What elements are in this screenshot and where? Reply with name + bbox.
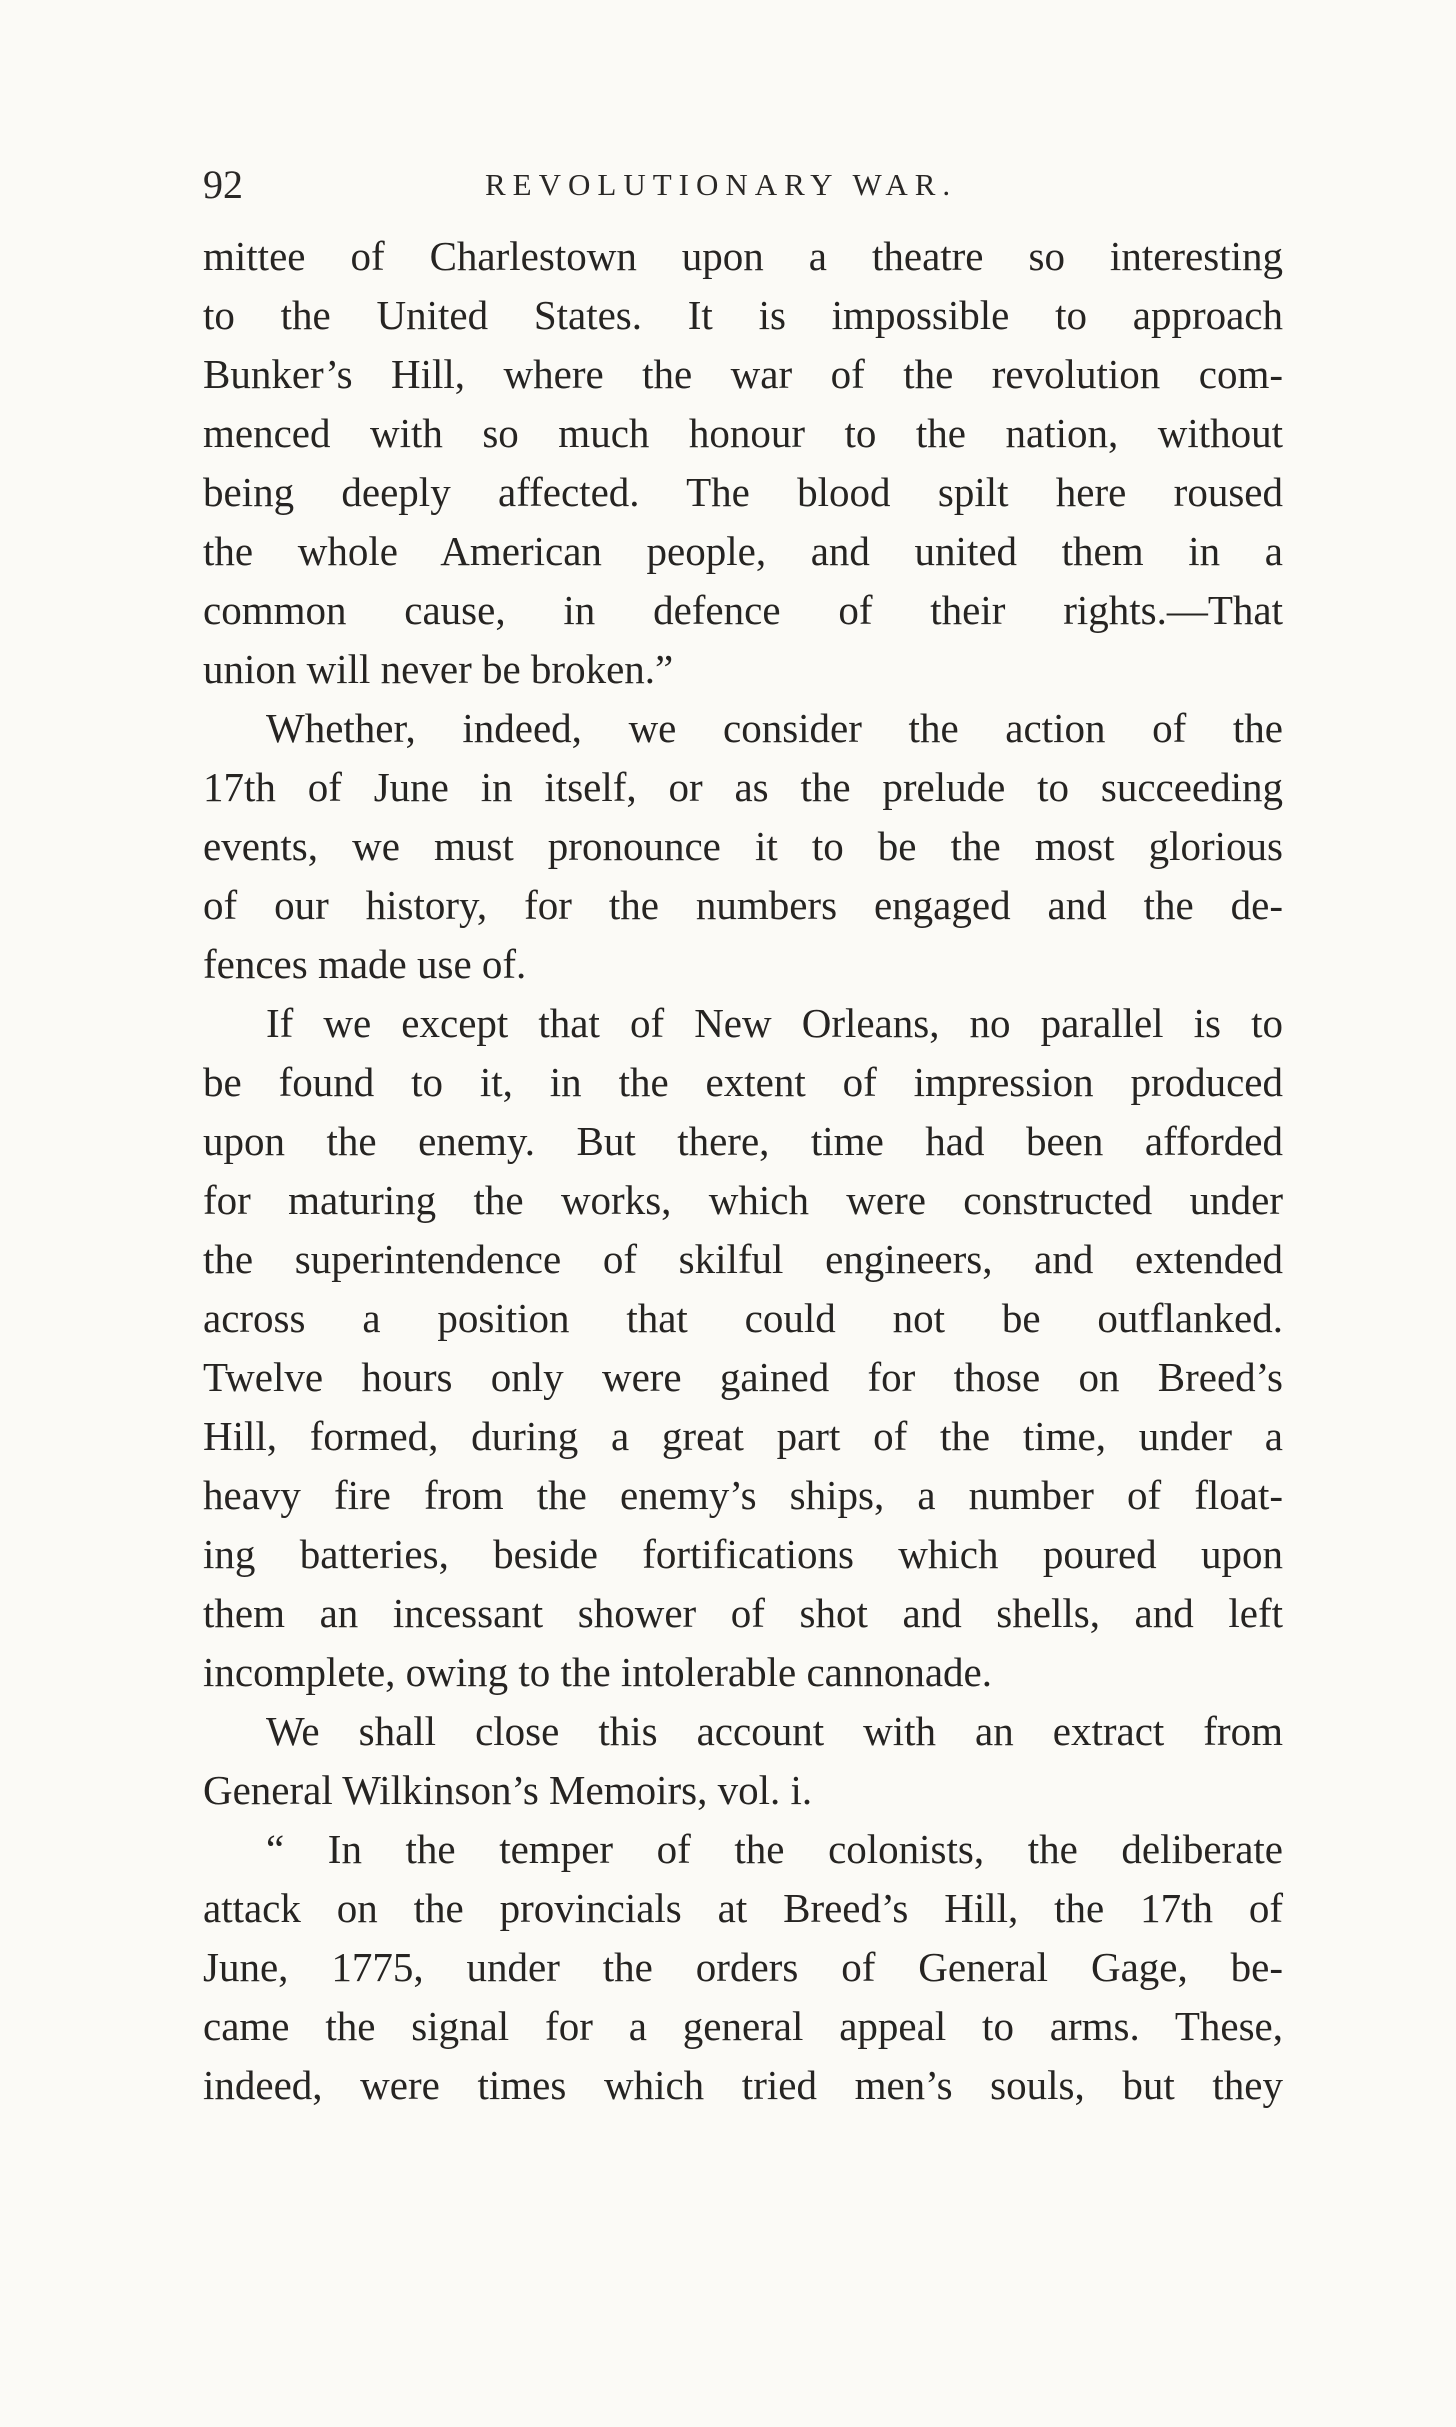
- text-line: attack on the provincials at Breed’s Hill, the 17th of: [203, 1885, 1283, 1931]
- text-line: upon the enemy. But there, time had been afforded: [203, 1118, 1283, 1164]
- text-line: mittee of Charlestown upon a theatre so interesting: [203, 233, 1283, 279]
- text-line: Twelve hours only were gained for those on Breed’s: [203, 1354, 1283, 1400]
- text-line: General Wilkinson’s Memoirs, vol. i.: [203, 1767, 813, 1813]
- text-line: heavy fire from the enemy’s ships, a number of float-: [203, 1472, 1283, 1518]
- paragraph-first-line: We shall close this account with an extract from: [266, 1708, 1283, 1754]
- text-line: of our history, for the numbers engaged and the de-: [203, 882, 1283, 928]
- text-line: across a position that could not be outflanked.: [203, 1295, 1283, 1341]
- text-line: be found to it, in the extent of impression produced: [203, 1059, 1283, 1105]
- text-line: for maturing the works, which were constructed under: [203, 1177, 1283, 1223]
- text-line: fences made use of.: [203, 941, 527, 987]
- text-line: ing batteries, beside fortifications which poured upon: [203, 1531, 1283, 1577]
- text-line: Bunker’s Hill, where the war of the revolution com-: [203, 351, 1283, 397]
- text-line: the superintendence of skilful engineers, and extended: [203, 1236, 1283, 1282]
- running-title: REVOLUTIONARY WAR.: [485, 167, 958, 202]
- paragraph-first-line: If we except that of New Orleans, no parallel is to: [266, 1000, 1283, 1046]
- text-line: indeed, were times which tried men’s souls, but they: [203, 2062, 1283, 2108]
- text-line: them an incessant shower of shot and shells, and left: [203, 1590, 1283, 1636]
- text-line: incomplete, owing to the intolerable cannonade.: [203, 1649, 992, 1695]
- body-text: [203, 227, 1283, 2115]
- paragraph-first-line: “ In the temper of the colonists, the deliberate: [266, 1826, 1283, 1872]
- text-line: to the United States. It is impossible to approach: [203, 292, 1283, 338]
- paragraph-first-line: Whether, indeed, we consider the action of the: [266, 705, 1283, 751]
- text-line: menced with so much honour to the nation, without: [203, 410, 1283, 456]
- text-line: common cause, in defence of their rights.—That: [203, 587, 1283, 633]
- text-line: the whole American people, and united them in a: [203, 528, 1283, 574]
- text-line: being deeply affected. The blood spilt here roused: [203, 469, 1283, 515]
- page-number: 92: [203, 162, 243, 207]
- text-line: events, we must pronounce it to be the most glorious: [203, 823, 1283, 869]
- running-head: [203, 155, 1283, 215]
- text-line: came the signal for a general appeal to arms. These,: [203, 2003, 1283, 2049]
- text-line: 17th of June in itself, or as the prelude to succeeding: [203, 764, 1283, 810]
- text-line: June, 1775, under the orders of General Gage, be-: [203, 1944, 1283, 1990]
- text-line: Hill, formed, during a great part of the time, under a: [203, 1413, 1283, 1459]
- text-line: union will never be broken.”: [203, 646, 674, 692]
